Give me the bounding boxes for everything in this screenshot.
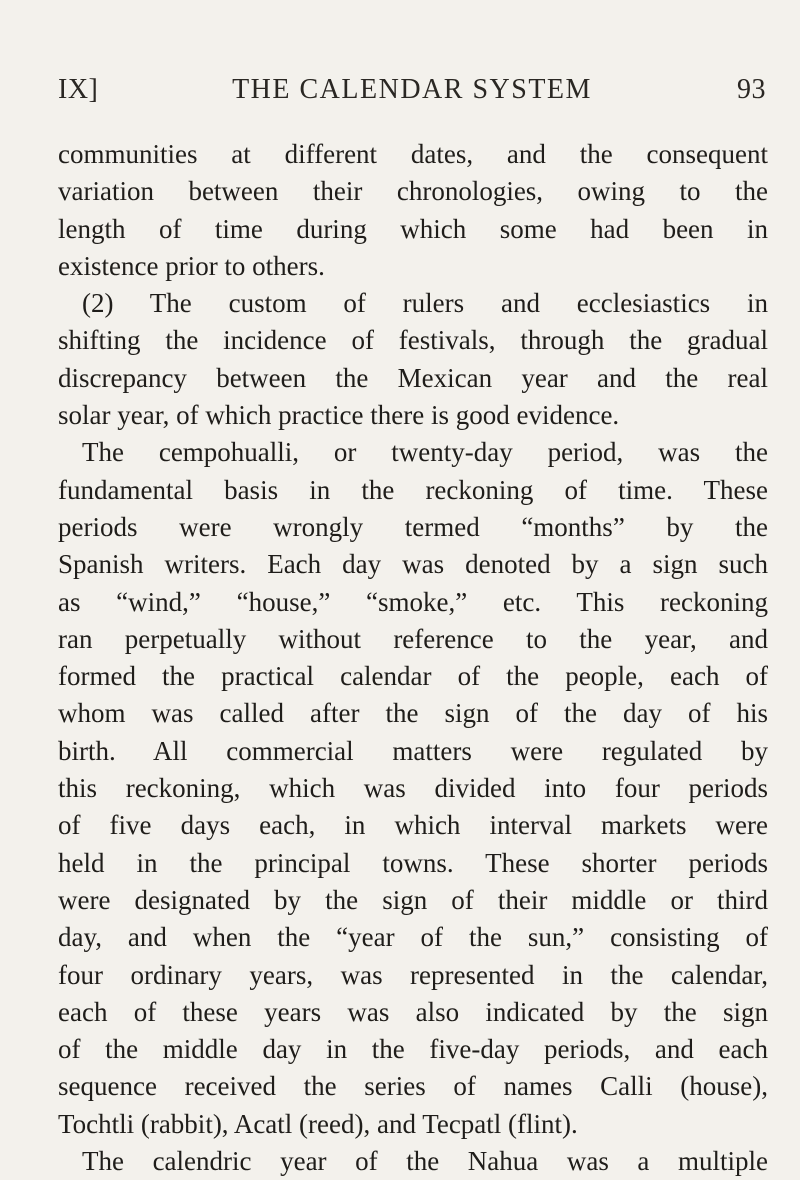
text-line: day, and when the “year of the sun,” consisting of <box>58 922 768 953</box>
text-line: birth. All commercial matters were regulated by <box>58 735 768 766</box>
text-line: of the middle day in the five-day periods, and each <box>58 1034 768 1065</box>
page-number: 93 <box>737 74 766 105</box>
text-line: periods were wrongly termed “months” by the <box>58 511 768 542</box>
running-title: THE CALENDAR SYSTEM <box>232 74 592 105</box>
text-line: ran perpetually without reference to the year, and <box>58 623 768 654</box>
text-line: communities at different dates, and the consequent <box>58 139 768 169</box>
text-line: this reckoning, which was divided into four periods <box>58 773 768 804</box>
text-line: Tochtli (rabbit), Acatl (reed), and Tecpatl (flint). <box>58 1108 578 1139</box>
text-line: The calendric year of the Nahua was a multiple <box>82 1146 768 1177</box>
text-line: formed the practical calendar of the people, each of <box>58 661 768 692</box>
text-line: of five days each, in which interval markets were <box>58 810 768 841</box>
text-line: held in the principal towns. These shorter periods <box>58 847 768 878</box>
text-line: fundamental basis in the reckoning of time. These <box>58 474 768 505</box>
text-line: (2) The custom of rulers and ecclesiastics in <box>82 288 768 319</box>
text-line: Spanish writers. Each day was denoted by a sign such <box>58 549 768 580</box>
text-line: were designated by the sign of their middle or third <box>58 884 768 915</box>
text-line: length of time during which some had been in <box>58 213 768 244</box>
chapter-number: IX] <box>58 74 99 105</box>
text-line: existence prior to others. <box>58 250 325 281</box>
text-line: solar year, of which practice there is good evidence. <box>58 400 620 431</box>
text-line: shifting the incidence of festivals, through the gradual <box>58 325 768 356</box>
text-line: variation between their chronologies, owing to the <box>58 176 768 207</box>
text-line: The cempohualli, or twenty-day period, was the <box>82 437 768 468</box>
text-line: sequence received the series of names Calli (house), <box>58 1071 768 1102</box>
body-text <box>58 136 768 1180</box>
text-line: four ordinary years, was represented in the calendar, <box>58 959 768 990</box>
text-line: whom was called after the sign of the day of his <box>58 698 768 729</box>
text-line: each of these years was also indicated by the sign <box>58 996 768 1027</box>
running-head <box>58 74 766 108</box>
text-line: as “wind,” “house,” “smoke,” etc. This reckoning <box>58 586 768 617</box>
text-line: discrepancy between the Mexican year and the real <box>58 362 768 393</box>
